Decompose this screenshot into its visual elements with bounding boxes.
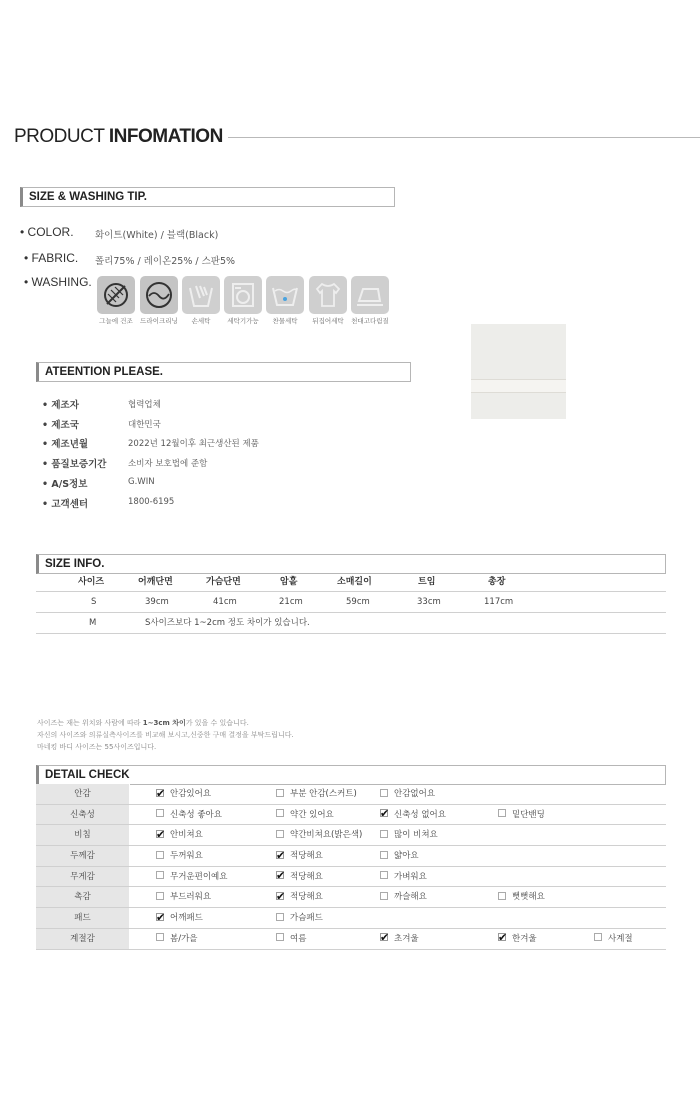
title-bold: INFOMATION: [108, 126, 223, 147]
detail-label: 두께감: [36, 846, 130, 866]
checkbox-checked: [276, 871, 284, 879]
checkbox-checked: [498, 933, 506, 941]
detail-label: 비침: [36, 825, 130, 845]
fabric-swatch-image: [471, 324, 566, 419]
attention-label-1: • 제조자: [42, 400, 79, 411]
fabric-label: • FABRIC.: [24, 251, 79, 265]
checkbox-unchecked: [380, 871, 388, 879]
cold-wash-icon: [266, 276, 304, 314]
size-note-3: 마네킹 바디 사이즈는 55사이즈입니다.: [37, 743, 157, 751]
detail-option: 약간비쳐요(밝은색): [276, 825, 362, 845]
size-info-heading: SIZE INFO.: [36, 554, 666, 574]
machine-wash-icon: [224, 276, 262, 314]
swatch-seam: [471, 379, 566, 393]
detail-option: 신축성 좋아요: [156, 805, 222, 825]
checkbox-unchecked: [276, 913, 284, 921]
checkbox-unchecked: [276, 789, 284, 797]
detail-option: 사계절: [594, 929, 633, 949]
color-value: 화이트(White) / 블랙(Black): [95, 230, 219, 241]
wash-label-2: 드라이크리닝: [140, 317, 178, 325]
attention-value-2: 대한민국: [128, 420, 161, 430]
title-light: PRODUCT: [14, 126, 105, 147]
detail-option: ✔ 한겨울: [498, 929, 537, 949]
cell-shoulder: 39cm: [145, 597, 169, 607]
attention-label-5: • A/S정보: [42, 479, 88, 490]
detail-check-heading: DETAIL CHECK: [36, 765, 666, 785]
wash-label-4: 세탁기가능: [227, 317, 259, 325]
detail-option: 까슬해요: [380, 887, 427, 907]
checkbox-checked: [276, 851, 284, 859]
cell-size: S: [91, 597, 97, 607]
detail-label: 무게감: [36, 867, 130, 887]
detail-option: 두꺼워요: [156, 846, 203, 866]
attention-label-3: • 제조년월: [42, 439, 89, 450]
checkbox-unchecked: [156, 851, 164, 859]
detail-option: ✔ 적당해요: [276, 867, 323, 887]
cell-length: 117cm: [484, 597, 514, 607]
inside-out-wash-icon: [309, 276, 347, 314]
color-label: • COLOR.: [20, 225, 74, 239]
col-size: 사이즈: [78, 577, 105, 587]
cloth-iron-icon: [351, 276, 389, 314]
detail-label: 계절감: [36, 929, 130, 949]
checkbox-unchecked: [156, 892, 164, 900]
detail-label: 패드: [36, 908, 130, 928]
detail-option: 봄/가을: [156, 929, 198, 949]
col-slit: 트임: [418, 577, 436, 587]
attention-label-4: • 품질보증기간: [42, 459, 107, 470]
detail-option: 가슴패드: [276, 908, 323, 928]
attention-label-2: • 제조국: [42, 420, 79, 431]
checkbox-checked: [380, 933, 388, 941]
checkbox-checked: [276, 892, 284, 900]
cell-slit: 33cm: [417, 597, 441, 607]
detail-label: 안감: [36, 784, 130, 804]
detail-row-stretch: [36, 805, 666, 826]
fabric-value: 폴리75% / 레이온25% / 스판5%: [95, 256, 236, 267]
cell-chest: 41cm: [213, 597, 237, 607]
detail-label: 촉감: [36, 887, 130, 907]
size-note-2: 자신의 사이즈와 의류실측사이즈를 비교해 보시고,신중한 구매 결정을 부탁드립니다.: [37, 731, 294, 739]
detail-option: 부분 안감(스커트): [276, 784, 357, 804]
detail-row-texture: [36, 887, 666, 908]
detail-option: 얇아요: [380, 846, 419, 866]
detail-option: ✔ 적당해요: [276, 846, 323, 866]
detail-row-pad: [36, 908, 666, 929]
detail-check-table: [36, 784, 666, 950]
size-note-text: S사이즈보다 1~2cm 정도 차이가 있습니다.: [145, 618, 310, 628]
detail-option: 뻣뻣해요: [498, 887, 545, 907]
detail-option: ✔ 안비쳐요: [156, 825, 203, 845]
detail-row-lining: [36, 784, 666, 805]
detail-row-thickness: [36, 846, 666, 867]
wash-label-6: 뒤집어세탁: [312, 317, 344, 325]
table-row: [36, 592, 666, 613]
detail-option: 안감없어요: [380, 784, 435, 804]
size-note-1: 사이즈는 재는 위치와 사람에 따라 1~3cm 차이가 있을 수 있습니다.: [37, 719, 249, 727]
wash-label-7: 천대고다림질: [351, 317, 389, 325]
col-length: 총장: [488, 577, 506, 587]
cell-sleeve: 59cm: [346, 597, 370, 607]
attention-value-5: G.WIN: [128, 477, 155, 487]
checkbox-unchecked: [276, 809, 284, 817]
attention-value-3: 2022년 12월이후 최근생산된 제품: [128, 439, 259, 449]
checkbox-unchecked: [156, 933, 164, 941]
attention-heading: ATEENTION PLEASE.: [36, 362, 411, 382]
checkbox-unchecked: [498, 892, 506, 900]
detail-option: 가벼워요: [380, 867, 427, 887]
detail-option: ✔ 안감있어요: [156, 784, 211, 804]
detail-row-weight: [36, 867, 666, 888]
size-table: [36, 573, 666, 634]
detail-row-season: [36, 929, 666, 950]
hand-wash-icon: [182, 276, 220, 314]
wash-label-3: 손세탁: [191, 317, 211, 325]
attention-label-6: • 고객센터: [42, 499, 89, 510]
col-sleeve: 소매길이: [337, 577, 372, 587]
checkbox-unchecked: [276, 830, 284, 838]
size-washing-heading: SIZE & WASHING TIP.: [20, 187, 395, 207]
checkbox-unchecked: [276, 933, 284, 941]
washing-label: • WASHING.: [24, 275, 92, 289]
wash-label-1: 그늘에 건조: [99, 317, 133, 325]
dry-clean-icon: [140, 276, 178, 314]
checkbox-checked: [156, 913, 164, 921]
col-chest: 가슴단면: [206, 577, 241, 587]
detail-option: 무거운편이예요: [156, 867, 227, 887]
detail-option: 많이 비쳐요: [380, 825, 438, 845]
detail-option: 약간 있어요: [276, 805, 334, 825]
detail-row-sheer: [36, 825, 666, 846]
detail-option: ✔ 신축성 없어요: [380, 805, 446, 825]
table-row: [36, 613, 666, 634]
checkbox-unchecked: [380, 892, 388, 900]
detail-option: ✔ 어깨패드: [156, 908, 203, 928]
detail-option: ✔ 적당해요: [276, 887, 323, 907]
title-divider: [228, 137, 700, 138]
attention-value-4: 소비자 보호법에 준함: [128, 459, 208, 469]
detail-option: 부드러워요: [156, 887, 211, 907]
attention-value-1: 협력업체: [128, 400, 161, 410]
detail-option: 밑단밴딩: [498, 805, 545, 825]
cell-armhole: 21cm: [279, 597, 303, 607]
checkbox-unchecked: [156, 871, 164, 879]
col-armhole: 암홀: [280, 577, 298, 587]
checkbox-unchecked: [498, 809, 506, 817]
page-title: [14, 126, 223, 148]
checkbox-unchecked: [380, 830, 388, 838]
detail-label: 신축성: [36, 805, 130, 825]
checkbox-checked: [156, 789, 164, 797]
checkbox-checked: [156, 830, 164, 838]
checkbox-unchecked: [594, 933, 602, 941]
checkbox-unchecked: [380, 789, 388, 797]
checkbox-unchecked: [156, 809, 164, 817]
size-table-header: [36, 573, 666, 592]
checkbox-checked: [380, 809, 388, 817]
shade-dry-icon: [97, 276, 135, 314]
attention-value-6: 1800-6195: [128, 497, 175, 507]
checkbox-unchecked: [380, 851, 388, 859]
wash-label-5: 찬물세탁: [272, 317, 298, 325]
detail-option: 여름: [276, 929, 306, 949]
cell-size: M: [89, 618, 97, 628]
detail-option: ✔ 초겨울: [380, 929, 419, 949]
col-shoulder: 어깨단면: [138, 577, 173, 587]
